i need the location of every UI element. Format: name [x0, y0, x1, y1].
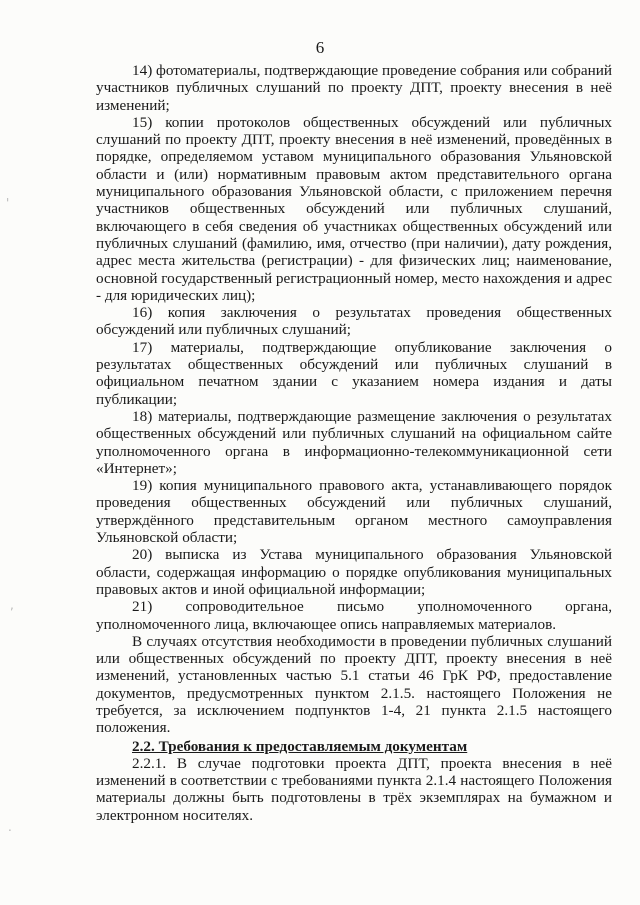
list-item-17: 17) материалы, подтверждающие опубликование заключения о результатах общественных обсуждений или публичных слушаний в официальном печатном здании с указанием номера издания и даты публикации; [96, 338, 612, 408]
list-item-21: 21) сопроводительное письмо уполномоченного органа, уполномоченного лица, включающее опись направляемых материалов. [96, 598, 612, 633]
page-number: 6 [315, 38, 325, 57]
list-item-20: 20) выписка из Устава муниципального образования Ульяновской области, содержащая информацию о порядке опубликования муниципальных правовых актов и иной официальной информации; [96, 546, 612, 598]
list-item-19: 19) копия муниципального правового акта, устанавливающего порядок проведения общественных обсуждений или публичных слушаний, утверждённого представительным органом местного самоуправления Ульяновской области; [96, 477, 612, 547]
scan-mark: . [8, 820, 12, 834]
section-heading: 2.2. Требования к предоставляемым документам [132, 737, 468, 755]
exception-paragraph: В случаях отсутствия необходимости в проведении публичных слушаний или общественных обсуждений по проекту ДПТ, проекту внесения в неё изменений, установленных частью 5.1 статьи 46 ГрК РФ, предоставление документов, предусмотренных пунктом 2.1.5. настоящего Положения не требуется, за исключением подпунктов 1-4, 21 пункта 2.1.5 настоящего положения. [96, 632, 612, 737]
scan-mark: ' [6, 196, 10, 210]
requirement-paragraph: 2.2.1. В случае подготовки проекта ДПТ, проекта внесения в неё изменений в соответствии с требованиями пункта 2.1.4 настоящего Положения материалы должны быть подготовлены в трёх экземплярах на бумажном и электронном носителях. [96, 754, 612, 824]
list-item-18: 18) материалы, подтверждающие размещение заключения о результатах общественных обсуждений или публичных слушаний на официальном сайте уполномоченного органа в информационно-телекоммуникационной сети «Интернет»; [96, 407, 612, 477]
document-body [96, 62, 612, 824]
scan-mark: , [10, 598, 14, 612]
list-item-15: 15) копии протоколов общественных обсуждений или публичных слушаний по проекту ДПТ, проекту внесения в неё изменений, проведённых в порядке, определяемом уставом муниципального образования Ульяновской области и (или) нормативным правовым актом представительного органа муниципального образования Ульяновской области, с приложением перечня участников общественных обсуждений или публичных слушаний, включающего в себя сведения об участниках общественных обсуждений или публичных слушаний (фамилию, имя, отчество (при наличии), дату рождения, адрес места жительства (регистрации) - для физических лиц; наименование, основной государственный регистрационный номер, место нахождения и адрес - для юридических лиц); [96, 113, 612, 304]
list-item-14: 14) фотоматериалы, подтверждающие проведение собрания или собраний участников публичных слушаний по проекту ДПТ, проекту внесения в неё изменений; [96, 62, 612, 114]
list-item-16: 16) копия заключения о результатах проведения общественных обсуждений или публичных слушаний; [96, 304, 612, 339]
